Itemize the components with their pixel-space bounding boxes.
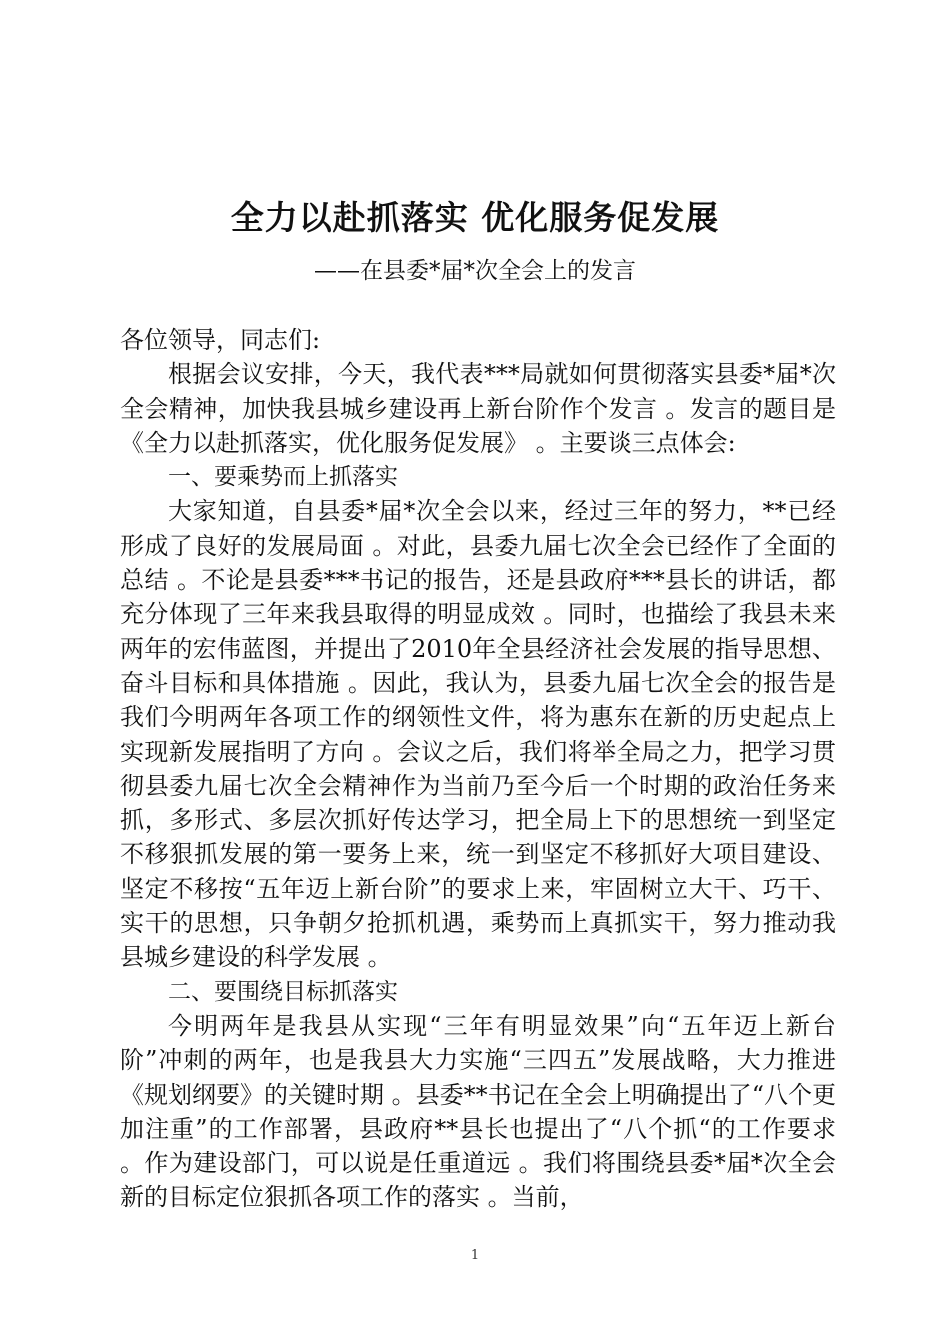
document-title: 全力以赴抓落实 优化服务促发展 <box>230 198 720 237</box>
section-heading-2: 二、要围绕目标抓落实 <box>168 978 398 1005</box>
document-body <box>120 323 836 1215</box>
paragraph-section-2: 今明两年是我县从实现“三年有明显效果”向“五年迈上新台阶”冲刺的两年，也是我县大力实施“三四五”发展战略，大力推进《规划纲要》的关键时期 。县委**书记在全会上明确提出了“八个更加注重”的工作部署，县政府**县长也提出了“八个抓“的工作要求 。作为建设部门，可以说是任重道远 。我们将围绕县委*届*次全会新的目标定位狠抓各项工作的落实 。当前， <box>120 1011 836 1212</box>
page-number: 1 <box>470 1248 480 1263</box>
paragraph-intro: 根据会议安排，今天，我代表***局就如何贯彻落实县委*届*次全会精神，加快我县城乡建设再上新台阶作个发言 。发言的题目是《全力以赴抓落实，优化服务促发展》 。主要谈三点体会: <box>120 360 836 457</box>
paragraph-section-1: 大家知道，自县委*届*次全会以来，经过三年的努力，**已经形成了良好的发展局面 。对此，县委九届七次全会已经作了全面的总结 。不论是县委***书记的报告，还是县政府***县长的讲话，都充分体现了三年来我县取得的明显成效 。同时，也描绘了我县未来两年的宏伟蓝图，并提出了2010年全县经济社会发展的指导思想、奋斗目标和具体措施 。因此，我认为，县委九届七次全会的报告是我们今明两年各项工作的纲领性文件，将为惠东在新的历史起点上实现新发展指明了方向 。会议之后，我们将举全局之力，把学习贯彻县委九届七次全会精神作为当前乃至今后一个时期的政治任务来抓，多形式、多层次抓好传达学习，把全局上下的思想统一到坚定不移狠抓发展的第一要务上来，统一到坚定不移抓好大项目建设、坚定不移按“五年迈上新台阶”的要求上来，牢固树立大干、巧干、实干的思想，只争朝夕抢抓机遇，乘势而上真抓实干，努力推动我县城乡建设的科学发展 。 <box>120 497 836 972</box>
salutation: 各位领导，同志们: <box>120 326 321 354</box>
document-subtitle: ——在县委*届*次全会上的发言 <box>314 258 636 284</box>
section-heading-1: 一、要乘势而上抓落实 <box>168 464 398 491</box>
